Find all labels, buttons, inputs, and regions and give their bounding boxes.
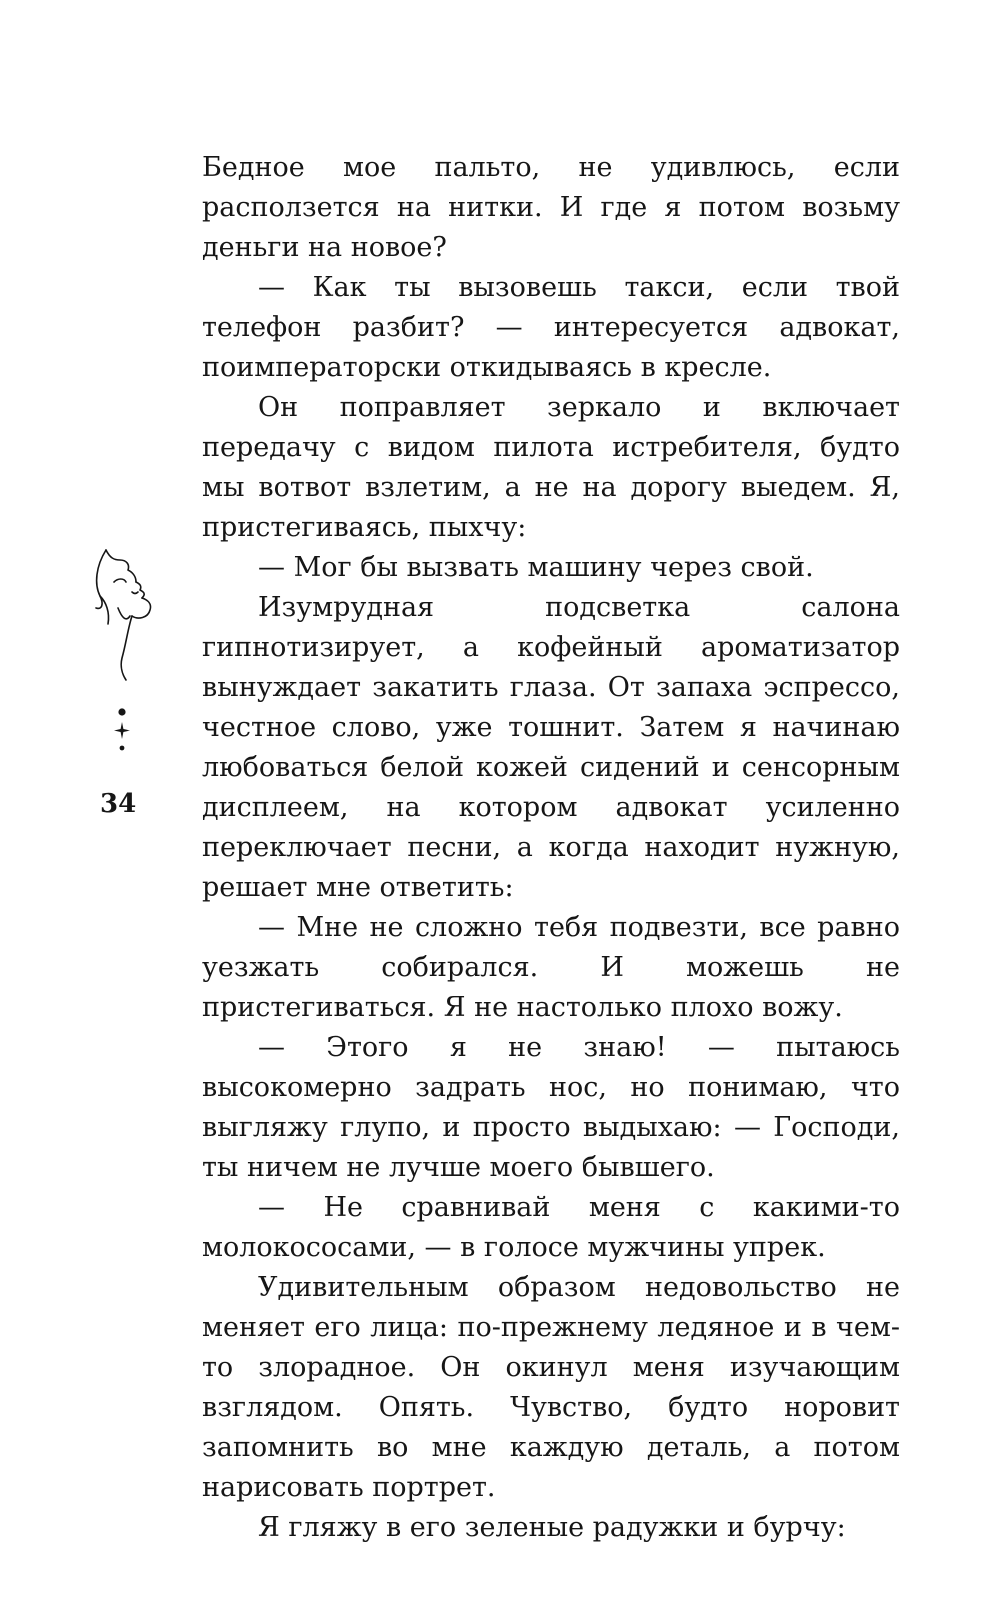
body-text xyxy=(202,148,900,1548)
paragraph: — Не сравнивай меня с какими-то молокососами, — в голосе мужчины упрек. xyxy=(202,1192,900,1263)
paragraph: Удивительным образом недовольство не меняет его лица: по-прежнему ледяное и в чем-то злорадное. Он окинул меня изучающим взглядом. Опять. Чувство, будто норовит запомнить во мне каждую деталь, а потом нарисовать портрет. xyxy=(202,1272,900,1503)
paragraph: — Этого я не знаю! — пытаюсь высокомерно задрать нос, но понимаю, что выгляжу глупо, и просто выдыхаю: — Господи, ты ничем не лучше моего бывшего. xyxy=(202,1032,900,1183)
paragraph: — Как ты вызовешь такси, если твой телефон разбит? — интересуется адвокат, поимператорски откидываясь в кресле. xyxy=(202,272,900,383)
paragraph: — Мне не сложно тебя подвезти, все равно уезжать собирался. И можешь не пристегиваться. Я не настолько плохо вожу. xyxy=(202,912,900,1023)
dot-star-divider-icon xyxy=(112,706,132,756)
paragraph: Бедное мое пальто, не удивлюсь, если расползется на нитки. И где я потом возьму деньги на новое? xyxy=(202,152,900,263)
paragraph: Он поправляет зеркало и включает передачу с видом пилота истребителя, будто мы вотвот взлетим, а не на дорогу выедем. Я, пристегиваясь, пыхчу: xyxy=(202,392,900,543)
paragraph: — Мог бы вызвать машину через свой. xyxy=(258,552,814,583)
paragraph: Я гляжу в его зеленые радужки и бурчу: xyxy=(258,1512,846,1543)
face-profile-line-drawing-icon xyxy=(92,548,172,682)
page-number: 34 xyxy=(100,789,137,819)
paragraph: Изумрудная подсветка салона гипнотизирует, а кофейный ароматизатор вынуждает закатить глаза. От запаха эспрессо, честное слово, уже тошнит. Затем я начинаю любоваться белой кожей сидений и сенсорным дисплеем, на котором адвокат усиленно переключает песни, а когда находит нужную, решает мне ответить: xyxy=(202,592,900,903)
